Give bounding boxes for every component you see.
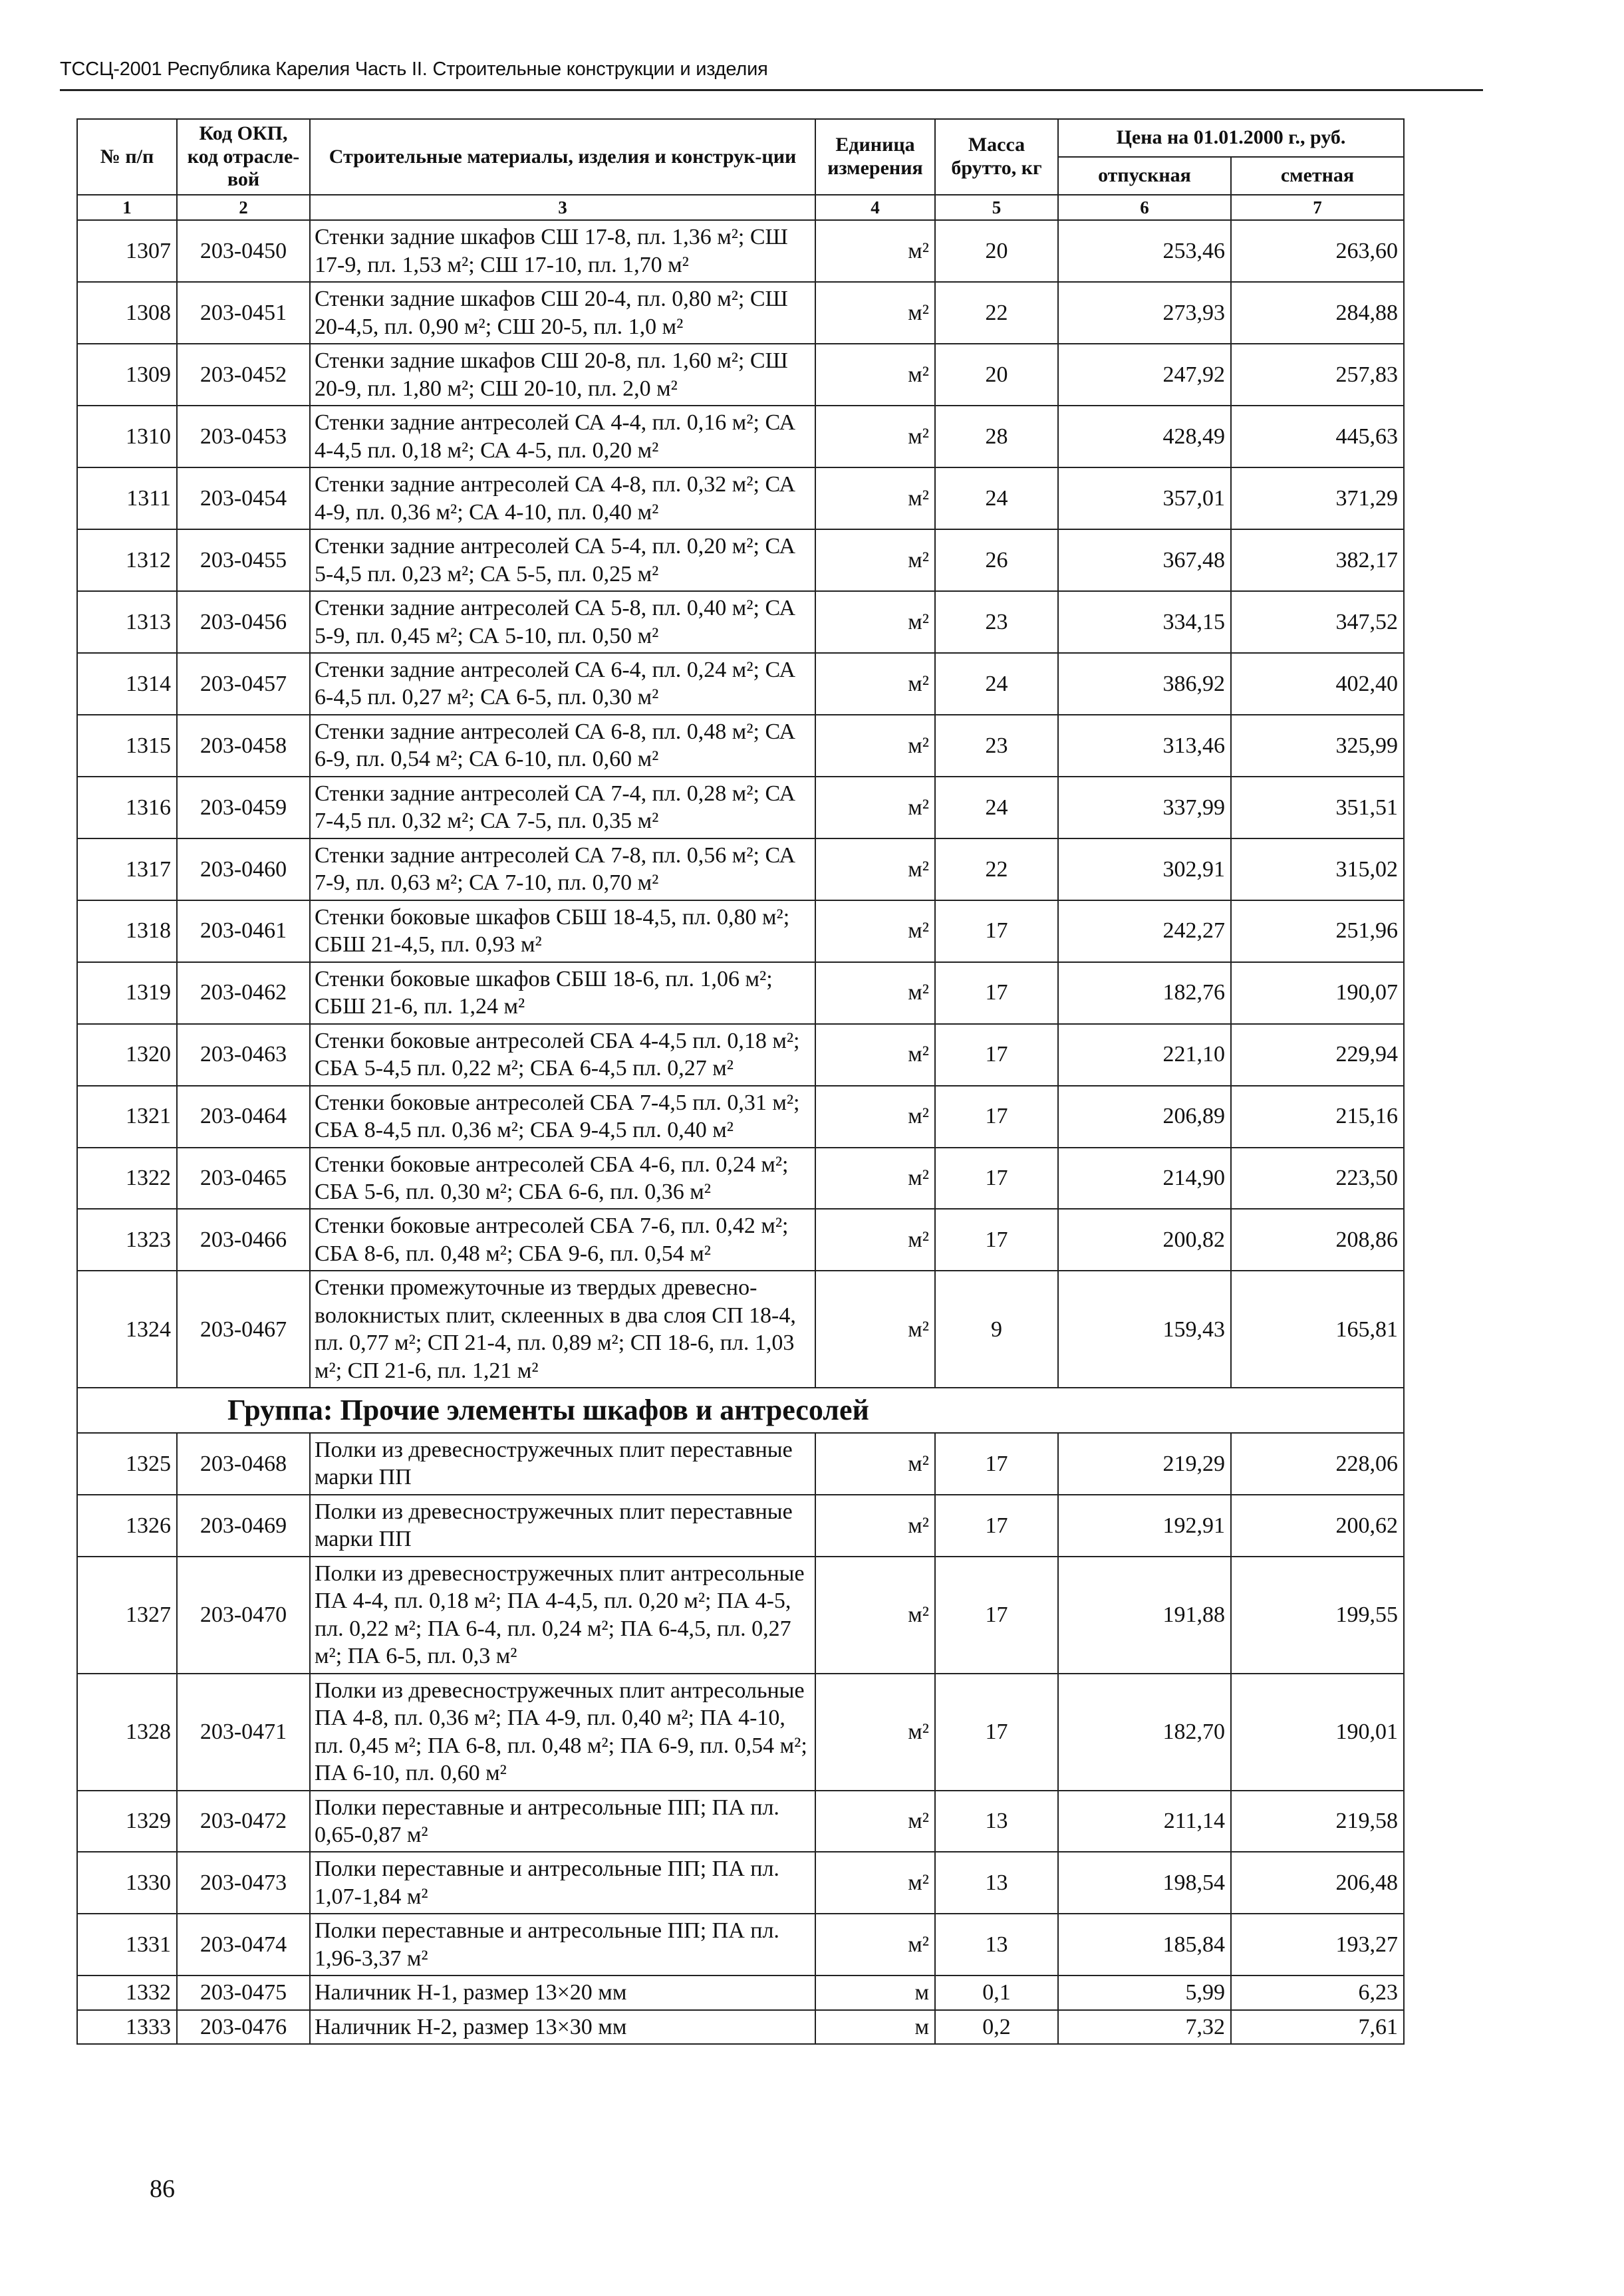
row-price-out: 185,84: [1058, 1914, 1231, 1976]
row-unit: м²: [815, 220, 935, 282]
row-price-out: 253,46: [1058, 220, 1231, 282]
row-price-est: 251,96: [1231, 900, 1404, 962]
row-description: Полки из древесностружечных плит переставные марки ПП: [310, 1495, 815, 1557]
table-row: [77, 1976, 1404, 2009]
row-number: 1310: [77, 406, 177, 467]
row-mass: 20: [935, 344, 1058, 406]
row-mass: 17: [935, 900, 1058, 962]
row-code: 203-0451: [177, 282, 310, 344]
row-mass: 17: [935, 962, 1058, 1024]
table-row: [77, 1557, 1404, 1674]
row-mass: 22: [935, 282, 1058, 344]
row-description: Стенки задние антресолей СА 5-8, пл. 0,40 м²; СА 5-9, пл. 0,45 м²; СА 5-10, пл. 0,50 м²: [310, 591, 815, 653]
row-code: 203-0460: [177, 838, 310, 900]
column-number: 7: [1231, 195, 1404, 221]
row-unit: м²: [815, 777, 935, 838]
row-mass: 24: [935, 777, 1058, 838]
row-unit: м²: [815, 406, 935, 467]
table-row: [77, 1674, 1404, 1791]
row-mass: 13: [935, 1852, 1058, 1914]
row-description: Полки из древесностружечных плит переставные марки ПП: [310, 1433, 815, 1495]
row-description: Стенки боковые шкафов СБШ 18-6, пл. 1,06 м²; СБШ 21-6, пл. 1,24 м²: [310, 962, 815, 1024]
column-numbers-row: [77, 195, 1404, 221]
row-mass: 13: [935, 1791, 1058, 1852]
row-number: 1320: [77, 1024, 177, 1086]
row-mass: 17: [935, 1495, 1058, 1557]
row-number: 1319: [77, 962, 177, 1024]
row-unit: м²: [815, 1495, 935, 1557]
row-description: Стенки задние шкафов СШ 20-8, пл. 1,60 м²; СШ 20-9, пл. 1,80 м²; СШ 20-10, пл. 2,0 м²: [310, 344, 815, 406]
row-code: 203-0461: [177, 900, 310, 962]
row-unit: м²: [815, 1852, 935, 1914]
row-price-est: 263,60: [1231, 220, 1404, 282]
row-description: Стенки задние шкафов СШ 20-4, пл. 0,80 м²; СШ 20-4,5, пл. 0,90 м²; СШ 20-5, пл. 1,0 м²: [310, 282, 815, 344]
row-description: Стенки задние шкафов СШ 17-8, пл. 1,36 м²; СШ 17-9, пл. 1,53 м²; СШ 17-10, пл. 1,70 м²: [310, 220, 815, 282]
col-header-desc: Строительные материалы, изделия и конструк-ции: [310, 119, 815, 195]
row-description: Стенки задние антресолей СА 7-4, пл. 0,28 м²; СА 7-4,5 пл. 0,32 м²; СА 7-5, пл. 0,35 м²: [310, 777, 815, 838]
row-price-est: 402,40: [1231, 653, 1404, 715]
row-price-est: 228,06: [1231, 1433, 1404, 1495]
row-price-est: 229,94: [1231, 1024, 1404, 1086]
row-unit: м²: [815, 1557, 935, 1674]
row-unit: м²: [815, 653, 935, 715]
row-code: 203-0473: [177, 1852, 310, 1914]
row-price-out: 313,46: [1058, 715, 1231, 777]
row-code: 203-0462: [177, 962, 310, 1024]
header-rule: [60, 89, 1483, 91]
row-number: 1324: [77, 1271, 177, 1388]
row-description: Стенки задние антресолей СА 4-8, пл. 0,32 м²; СА 4-9, пл. 0,36 м²; СА 4-10, пл. 0,40 м²: [310, 467, 815, 529]
table-row: [77, 1791, 1404, 1852]
column-number: 6: [1058, 195, 1231, 221]
row-description: Стенки боковые антресолей СБА 4-4,5 пл. 0,18 м²; СБА 5-4,5 пл. 0,22 м²; СБА 6-4,5 пл. 0,27 м²: [310, 1024, 815, 1086]
row-price-out: 386,92: [1058, 653, 1231, 715]
row-code: 203-0472: [177, 1791, 310, 1852]
row-unit: м²: [815, 282, 935, 344]
row-price-out: 206,89: [1058, 1086, 1231, 1148]
row-number: 1312: [77, 529, 177, 591]
table-row: [77, 1495, 1404, 1557]
group-title: Группа: Прочие элементы шкафов и антресолей: [227, 1394, 869, 1427]
row-price-out: 221,10: [1058, 1024, 1231, 1086]
row-description: Стенки задние антресолей СА 4-4, пл. 0,16 м²; СА 4-4,5 пл. 0,18 м²; СА 4-5, пл. 0,20 м²: [310, 406, 815, 467]
row-unit: м: [815, 2010, 935, 2044]
row-price-est: 208,86: [1231, 1209, 1404, 1271]
table-row: [77, 1209, 1404, 1271]
table-row: [77, 1433, 1404, 1495]
row-number: 1316: [77, 777, 177, 838]
table-row: [77, 406, 1404, 467]
row-number: 1326: [77, 1495, 177, 1557]
row-number: 1323: [77, 1209, 177, 1271]
row-price-out: 273,93: [1058, 282, 1231, 344]
row-number: 1317: [77, 838, 177, 900]
table-row: [77, 591, 1404, 653]
table-row: [77, 777, 1404, 838]
row-description: Полки из древесностружечных плит антресольные ПА 4-4, пл. 0,18 м²; ПА 4-4,5, пл. 0,20 м²; ПА 4-5, пл. 0,22 м²; ПА 6-4, пл. 0,24 м²; ПА 6-4,5, пл. 0,27 м²; ПА 6-5, пл. 0,3 м²: [310, 1557, 815, 1674]
table-row: [77, 344, 1404, 406]
row-unit: м²: [815, 344, 935, 406]
row-price-out: 214,90: [1058, 1148, 1231, 1210]
row-unit: м²: [815, 1086, 935, 1148]
row-price-out: 200,82: [1058, 1209, 1231, 1271]
row-number: 1328: [77, 1674, 177, 1791]
group-title-cell: [77, 1388, 1404, 1433]
row-price-out: 7,32: [1058, 2010, 1231, 2044]
row-price-out: 242,27: [1058, 900, 1231, 962]
row-description: Стенки задние антресолей СА 5-4, пл. 0,20 м²; СА 5-4,5 пл. 0,23 м²; СА 5-5, пл. 0,25 м²: [310, 529, 815, 591]
column-number: 5: [935, 195, 1058, 221]
row-number: 1331: [77, 1914, 177, 1976]
table-row: [77, 838, 1404, 900]
row-description: Стенки задние антресолей СА 6-8, пл. 0,48 м²; СА 6-9, пл. 0,54 м²; СА 6-10, пл. 0,60 м²: [310, 715, 815, 777]
row-mass: 9: [935, 1271, 1058, 1388]
row-number: 1330: [77, 1852, 177, 1914]
row-price-est: 199,55: [1231, 1557, 1404, 1674]
row-price-est: 351,51: [1231, 777, 1404, 838]
col-header-price-est: сметная: [1231, 157, 1404, 195]
row-number: 1327: [77, 1557, 177, 1674]
row-price-out: 182,70: [1058, 1674, 1231, 1791]
page-number: 86: [150, 2175, 175, 2203]
row-price-out: 5,99: [1058, 1976, 1231, 2009]
row-mass: 13: [935, 1914, 1058, 1976]
row-price-est: 371,29: [1231, 467, 1404, 529]
table-row: [77, 715, 1404, 777]
row-number: 1309: [77, 344, 177, 406]
row-description: Стенки боковые антресолей СБА 4-6, пл. 0,24 м²; СБА 5-6, пл. 0,30 м²; СБА 6-6, пл. 0,36 м²: [310, 1148, 815, 1210]
row-code: 203-0463: [177, 1024, 310, 1086]
row-code: 203-0476: [177, 2010, 310, 2044]
row-code: 203-0469: [177, 1495, 310, 1557]
row-price-out: 182,76: [1058, 962, 1231, 1024]
row-mass: 24: [935, 467, 1058, 529]
row-code: 203-0455: [177, 529, 310, 591]
row-unit: м²: [815, 467, 935, 529]
row-code: 203-0459: [177, 777, 310, 838]
row-unit: м²: [815, 591, 935, 653]
row-mass: 22: [935, 838, 1058, 900]
row-mass: 0,1: [935, 1976, 1058, 2009]
row-unit: м²: [815, 529, 935, 591]
table-row: [77, 467, 1404, 529]
row-code: 203-0464: [177, 1086, 310, 1148]
row-price-out: 337,99: [1058, 777, 1231, 838]
row-price-est: 284,88: [1231, 282, 1404, 344]
row-price-out: 367,48: [1058, 529, 1231, 591]
row-price-out: 428,49: [1058, 406, 1231, 467]
row-code: 203-0474: [177, 1914, 310, 1976]
row-unit: м²: [815, 1914, 935, 1976]
row-mass: 23: [935, 715, 1058, 777]
row-price-out: 302,91: [1058, 838, 1231, 900]
row-description: Полки переставные и антресольные ПП; ПА пл. 1,07-1,84 м²: [310, 1852, 815, 1914]
group-row: [77, 1388, 1404, 1433]
row-price-est: 165,81: [1231, 1271, 1404, 1388]
row-number: 1333: [77, 2010, 177, 2044]
row-number: 1311: [77, 467, 177, 529]
row-code: 203-0466: [177, 1209, 310, 1271]
row-price-est: 445,63: [1231, 406, 1404, 467]
row-number: 1321: [77, 1086, 177, 1148]
row-number: 1318: [77, 900, 177, 962]
row-price-out: 247,92: [1058, 344, 1231, 406]
table-body-walls: [77, 220, 1404, 1388]
row-price-out: 198,54: [1058, 1852, 1231, 1914]
col-header-num: № п/п: [77, 119, 177, 195]
row-number: 1315: [77, 715, 177, 777]
row-mass: 17: [935, 1086, 1058, 1148]
row-description: Наличник Н-2, размер 13×30 мм: [310, 2010, 815, 2044]
col-header-mass: Масса брутто, кг: [935, 119, 1058, 195]
row-price-out: 357,01: [1058, 467, 1231, 529]
row-code: 203-0467: [177, 1271, 310, 1388]
running-header: ТССЦ-2001 Республика Карелия Часть II. Строительные конструкции и изделия: [60, 59, 768, 80]
row-mass: 23: [935, 591, 1058, 653]
price-table: [76, 118, 1405, 2045]
row-description: Стенки боковые шкафов СБШ 18-4,5, пл. 0,80 м²; СБШ 21-4,5, пл. 0,93 м²: [310, 900, 815, 962]
row-price-out: 219,29: [1058, 1433, 1231, 1495]
row-mass: 26: [935, 529, 1058, 591]
row-code: 203-0452: [177, 344, 310, 406]
row-description: Стенки задние антресолей СА 7-8, пл. 0,56 м²; СА 7-9, пл. 0,63 м²; СА 7-10, пл. 0,70 м²: [310, 838, 815, 900]
row-code: 203-0453: [177, 406, 310, 467]
row-code: 203-0458: [177, 715, 310, 777]
row-price-out: 192,91: [1058, 1495, 1231, 1557]
row-mass: 17: [935, 1433, 1058, 1495]
table-row: [77, 529, 1404, 591]
row-unit: м: [815, 1976, 935, 2009]
row-description: Наличник Н-1, размер 13×20 мм: [310, 1976, 815, 2009]
table-head: [77, 119, 1404, 220]
row-mass: 17: [935, 1209, 1058, 1271]
row-unit: м²: [815, 1271, 935, 1388]
row-number: 1307: [77, 220, 177, 282]
table-row: [77, 1271, 1404, 1388]
row-price-est: 206,48: [1231, 1852, 1404, 1914]
row-price-out: 211,14: [1058, 1791, 1231, 1852]
row-unit: м²: [815, 1791, 935, 1852]
row-description: Стенки задние антресолей СА 6-4, пл. 0,24 м²; СА 6-4,5 пл. 0,27 м²; СА 6-5, пл. 0,30 м²: [310, 653, 815, 715]
table-row: [77, 1914, 1404, 1976]
row-number: 1313: [77, 591, 177, 653]
col-header-unit: Единица измерения: [815, 119, 935, 195]
row-description: Полки переставные и антресольные ПП; ПА пл. 1,96-3,37 м²: [310, 1914, 815, 1976]
row-code: 203-0454: [177, 467, 310, 529]
row-price-est: 382,17: [1231, 529, 1404, 591]
row-price-est: 7,61: [1231, 2010, 1404, 2044]
row-price-est: 200,62: [1231, 1495, 1404, 1557]
row-price-out: 334,15: [1058, 591, 1231, 653]
col-header-price-out: отпускная: [1058, 157, 1231, 195]
row-unit: м²: [815, 1148, 935, 1210]
col-header-code: Код ОКП, код отрасле-вой: [177, 119, 310, 195]
table-row: [77, 1148, 1404, 1210]
row-description: Стенки боковые антресолей СБА 7-4,5 пл. 0,31 м²; СБА 8-4,5 пл. 0,36 м²; СБА 9-4,5 пл. 0,40 м²: [310, 1086, 815, 1148]
row-unit: м²: [815, 1209, 935, 1271]
row-code: 203-0471: [177, 1674, 310, 1791]
row-price-out: 159,43: [1058, 1271, 1231, 1388]
table-row: [77, 962, 1404, 1024]
table-row: [77, 2010, 1404, 2044]
column-number: 3: [310, 195, 815, 221]
row-code: 203-0470: [177, 1557, 310, 1674]
row-unit: м²: [815, 962, 935, 1024]
row-price-out: 191,88: [1058, 1557, 1231, 1674]
row-price-est: 325,99: [1231, 715, 1404, 777]
column-number: 2: [177, 195, 310, 221]
row-price-est: 219,58: [1231, 1791, 1404, 1852]
row-price-est: 190,01: [1231, 1674, 1404, 1791]
row-unit: м²: [815, 1433, 935, 1495]
row-code: 203-0457: [177, 653, 310, 715]
row-number: 1322: [77, 1148, 177, 1210]
row-mass: 17: [935, 1148, 1058, 1210]
table-row: [77, 1024, 1404, 1086]
row-description: Стенки боковые антресолей СБА 7-6, пл. 0,42 м²; СБА 8-6, пл. 0,48 м²; СБА 9-6, пл. 0,54 м²: [310, 1209, 815, 1271]
row-mass: 17: [935, 1674, 1058, 1791]
table-row: [77, 282, 1404, 344]
table-row: [77, 653, 1404, 715]
row-price-est: 215,16: [1231, 1086, 1404, 1148]
row-number: 1314: [77, 653, 177, 715]
row-price-est: 223,50: [1231, 1148, 1404, 1210]
row-description: Полки из древесностружечных плит антресольные ПА 4-8, пл. 0,36 м²; ПА 4-9, пл. 0,40 м²; ПА 4-10, пл. 0,45 м²; ПА 6-8, пл. 0,48 м²; ПА 6-9, пл. 0,54 м²; ПА 6-10, пл. 0,60 м²: [310, 1674, 815, 1791]
row-mass: 0,2: [935, 2010, 1058, 2044]
row-price-est: 6,23: [1231, 1976, 1404, 2009]
row-price-est: 257,83: [1231, 344, 1404, 406]
row-unit: м²: [815, 838, 935, 900]
row-unit: м²: [815, 900, 935, 962]
row-number: 1325: [77, 1433, 177, 1495]
row-unit: м²: [815, 1024, 935, 1086]
row-code: 203-0465: [177, 1148, 310, 1210]
row-price-est: 193,27: [1231, 1914, 1404, 1976]
table-body-other: [77, 1433, 1404, 2044]
row-mass: 28: [935, 406, 1058, 467]
row-number: 1332: [77, 1976, 177, 2009]
row-number: 1308: [77, 282, 177, 344]
row-mass: 20: [935, 220, 1058, 282]
row-number: 1329: [77, 1791, 177, 1852]
col-header-price-group: Цена на 01.01.2000 г., руб.: [1058, 119, 1404, 157]
row-code: 203-0456: [177, 591, 310, 653]
row-description: Полки переставные и антресольные ПП; ПА пл. 0,65-0,87 м²: [310, 1791, 815, 1852]
table-row: [77, 1086, 1404, 1148]
table-row: [77, 900, 1404, 962]
row-price-est: 315,02: [1231, 838, 1404, 900]
row-price-est: 347,52: [1231, 591, 1404, 653]
row-price-est: 190,07: [1231, 962, 1404, 1024]
row-code: 203-0450: [177, 220, 310, 282]
row-mass: 24: [935, 653, 1058, 715]
row-code: 203-0468: [177, 1433, 310, 1495]
row-mass: 17: [935, 1024, 1058, 1086]
table-row: [77, 220, 1404, 282]
column-number: 1: [77, 195, 177, 221]
table-row: [77, 1852, 1404, 1914]
row-code: 203-0475: [177, 1976, 310, 2009]
group-section: [77, 1388, 1404, 1433]
column-number: 4: [815, 195, 935, 221]
row-description: Стенки промежуточные из твердых древесно-волокнистых плит, склеенных в два слоя СП 18-4, пл. 0,77 м²; СП 21-4, пл. 0,89 м²; СП 18-6, пл. 1,03 м²; СП 21-6, пл. 1,21 м²: [310, 1271, 815, 1388]
row-unit: м²: [815, 1674, 935, 1791]
row-unit: м²: [815, 715, 935, 777]
row-mass: 17: [935, 1557, 1058, 1674]
